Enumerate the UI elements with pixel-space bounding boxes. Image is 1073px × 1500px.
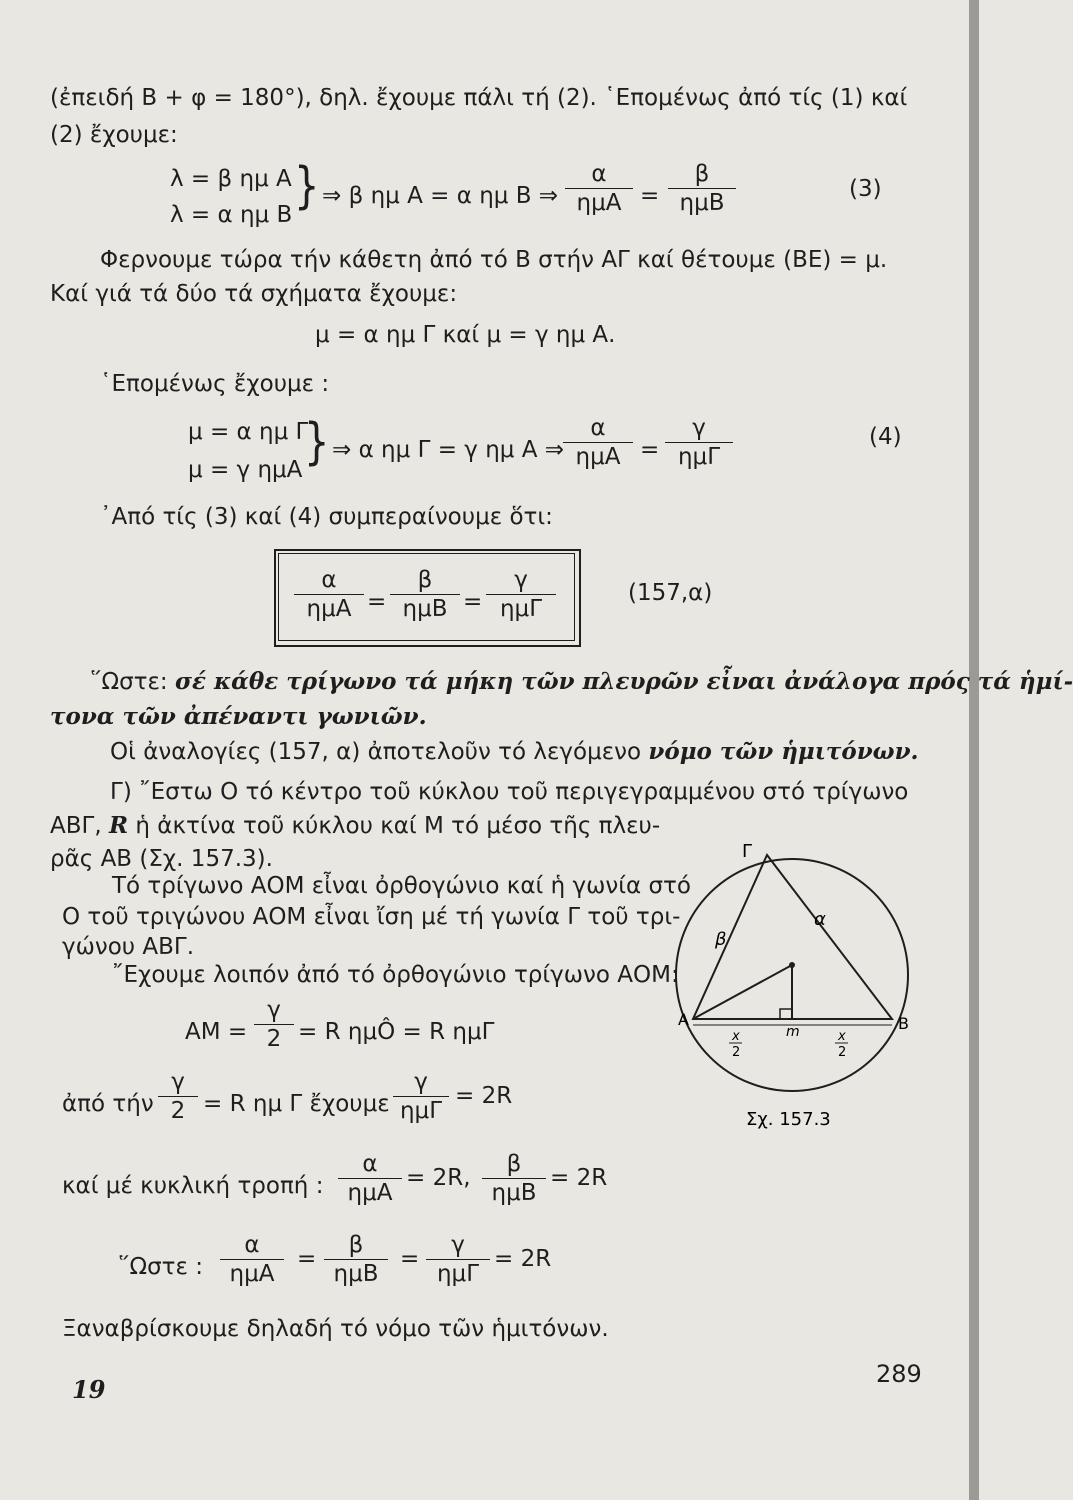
fraction: γ ημΓ xyxy=(486,566,556,623)
label-b: Β xyxy=(898,1014,909,1033)
fraction: γ ημΓ xyxy=(665,414,733,471)
text-line: Γ) ῎Εστω Ο τό κέντρο τοῦ κύκλου τοῦ περιγεγραμμένου στό τρίγωνο xyxy=(110,779,909,805)
text-line: ῎Εχουμε λοιπόν ἀπό τό ὀρθογώνιο τρίγωνο ΑΟΜ: xyxy=(112,962,679,988)
equation-part: = 2R xyxy=(455,1083,513,1109)
label-alpha: α xyxy=(814,909,826,930)
radius-oa xyxy=(693,965,792,1019)
equation-line: μ = α ημ Γ καί μ = γ ημ Α. xyxy=(315,322,616,348)
center-point-o xyxy=(789,962,795,968)
fraction: α ημΑ xyxy=(220,1231,284,1288)
label-gamma: Γ xyxy=(742,841,753,862)
equation-implication: ⇒ α ημ Γ = γ ημ Α ⇒ xyxy=(332,437,565,463)
equation-part: ΑΜ = xyxy=(185,1019,248,1045)
fraction: β ημΒ xyxy=(668,160,736,217)
figure-157-3 xyxy=(660,835,920,1135)
equation-system-line: μ = γ ημΑ xyxy=(188,457,303,483)
equation-part: ἀπό τήν xyxy=(62,1091,154,1117)
text-line: (2) ἔχουμε: xyxy=(50,122,178,148)
text-line: ῾Επομένως ἔχουμε : xyxy=(100,371,330,397)
equation-part: = R ημÔ = R ημΓ xyxy=(298,1019,495,1045)
equation-number: (3) xyxy=(849,176,882,202)
fraction: $\frac{\gamma}{2}$ xyxy=(158,1068,198,1125)
equation-part: καί μέ κυκλική τροπή : xyxy=(62,1173,324,1199)
right-angle-mark xyxy=(780,1009,792,1019)
label-x-half-left-num: x xyxy=(732,1029,740,1044)
page-edge-shadow xyxy=(969,0,979,1500)
equation-part: = 2R, xyxy=(406,1165,471,1191)
page-number: 289 xyxy=(876,1360,922,1388)
fraction: $\frac{\gamma}{2}$ xyxy=(254,996,294,1053)
label-beta: β xyxy=(715,929,727,950)
equation-part: ῞Ωστε : xyxy=(118,1254,203,1280)
equals-sign: = xyxy=(367,589,387,615)
label-m: m xyxy=(786,1024,800,1040)
text-line: ρᾶς ΑΒ (Σχ. 157.3). xyxy=(50,846,273,872)
text-line: Ο τοῦ τριγώνου ΑΟΜ εἶναι ἴση μέ τή γωνία Γ τοῦ τρι- xyxy=(62,904,681,930)
fraction: γ ημΓ xyxy=(426,1231,490,1288)
equals-sign: = xyxy=(297,1246,317,1272)
equation-part: = R ημ Γ ἔχουμε xyxy=(203,1091,390,1117)
text-line: ῞Ωστε: σέ κάθε τρίγωνο τά μήκη τῶν πλευρῶν εἶναι ἀνάλογα πρός τά ἡμί- xyxy=(90,668,1073,695)
text-line: Οἱ ἀναλογίες (157, α) ἀποτελοῦν τό λεγόμενο νόμο τῶν ἡμιτόνων. xyxy=(110,738,919,765)
fraction: α ημΑ xyxy=(563,414,633,471)
text-line: ᾿Από τίς (3) καί (4) συμπεραίνουμε ὅτι: xyxy=(100,504,553,530)
equals-sign: = xyxy=(640,183,660,209)
fraction: α ημΑ xyxy=(565,160,633,217)
text-line: γώνου ΑΒΓ. xyxy=(62,934,195,960)
equation-number: (157,α) xyxy=(628,580,713,606)
fraction: β ημΒ xyxy=(482,1150,546,1207)
equation-system-line: λ = β ημ Α xyxy=(170,166,292,192)
equals-sign: = xyxy=(640,437,660,463)
fraction: α ημΑ xyxy=(338,1150,402,1207)
text-line: Καί γιά τά δύο τά σχήματα ἔχουμε: xyxy=(50,281,458,307)
text-line: Τό τρίγωνο ΑΟΜ εἶναι ὀρθογώνιο καί ἡ γωνία στό xyxy=(112,873,691,899)
equation-part: = 2R xyxy=(494,1246,552,1272)
label-x-half-left-den: 2 xyxy=(732,1045,741,1060)
equation-part: = 2R xyxy=(550,1165,608,1191)
equation-system-line: μ = α ημ Γ xyxy=(188,419,309,445)
text-line: ΑΒΓ, R ἡ ἀκτίνα τοῦ κύκλου καί Μ τό μέσο τῆς πλευ- xyxy=(50,812,661,839)
text-line: (ἐπειδή Β + φ = 180°), δηλ. ἔχουμε πάλι τή (2). ῾Επομένως ἀπό τίς (1) καί xyxy=(50,85,908,111)
figure-caption: Σχ. 157.3 xyxy=(746,1109,831,1130)
equation-system-line: λ = α ημ Β xyxy=(170,202,293,228)
text-line: Ξαναβρίσκουμε δηλαδή τό νόμο τῶν ἡμιτόνων. xyxy=(62,1316,609,1342)
equals-sign: = xyxy=(400,1246,420,1272)
equation-implication: ⇒ β ημ Α = α ημ Β ⇒ xyxy=(322,183,559,209)
fraction: β ημΒ xyxy=(324,1231,388,1288)
text-line: τονα τῶν ἀπέναντι γωνιῶν. xyxy=(50,703,427,730)
text-line: Φερνουμε τώρα τήν κάθετη ἀπό τό Β στήν ΑΓ καί θέτουμε (ΒΕ) = μ. xyxy=(100,247,888,273)
fraction: γ ημΓ xyxy=(393,1068,449,1125)
fraction: β ημΒ xyxy=(390,566,460,623)
footer-left-number: 19 xyxy=(72,1375,106,1404)
equals-sign: = xyxy=(463,589,483,615)
curly-brace: } xyxy=(304,413,330,471)
fraction: α ημΑ xyxy=(294,566,364,623)
label-a: Α xyxy=(678,1010,689,1029)
equation-number: (4) xyxy=(869,424,902,450)
label-x-half-right-num: x xyxy=(838,1029,846,1044)
label-x-half-right-den: 2 xyxy=(838,1045,847,1060)
curly-brace: } xyxy=(294,157,320,215)
